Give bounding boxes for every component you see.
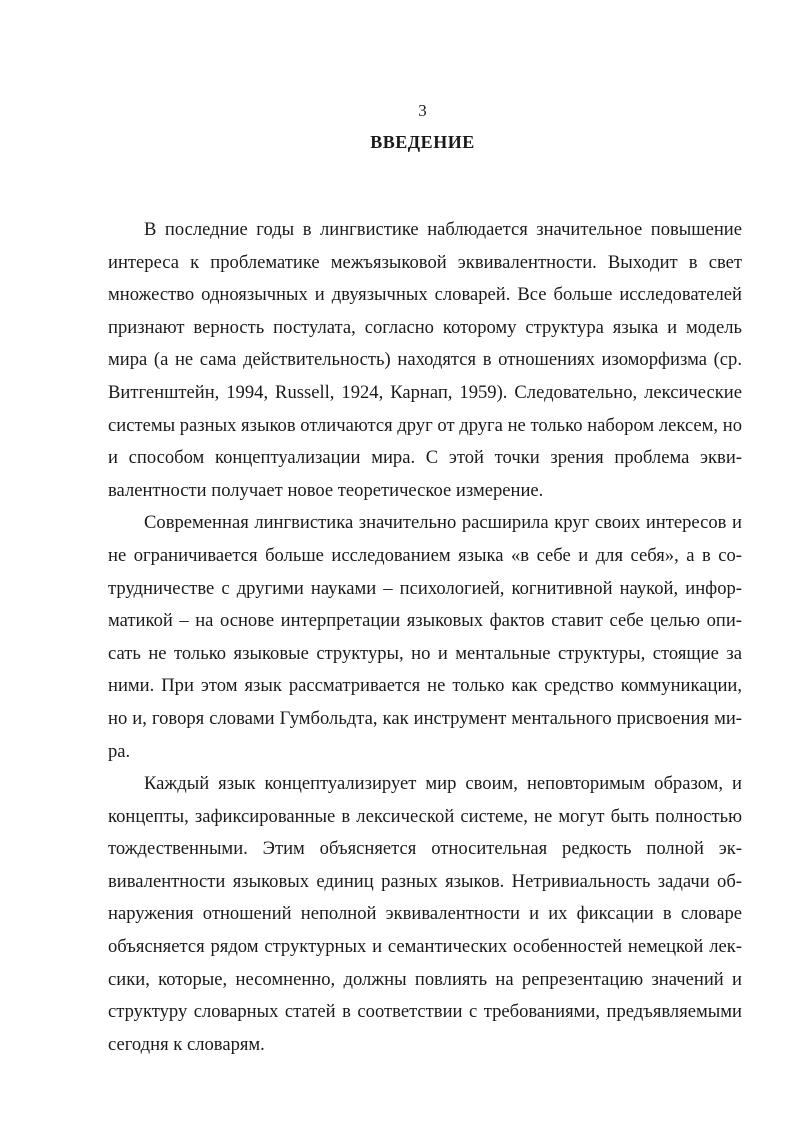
paragraph-1: В последние годы в лингвистике наблюдается значительное повышение интереса к проблематике межъязыковой эквивалентности. Выходит в свет множество одноязычных и двуязычных словарей. Все больше исследователей признают верность постулата, согласно которому структура языка и модель мира (а не сама действительность) находятся в отношениях изоморфизма (ср. Витгенштейн, 1994, Russell, 1924, Карнап, 1959). Следовательно, лексические системы разных языков отличаются друг от друга не только набором лексем, но и способом концептуализации мира. С этой точки зрения проблема эквивалентности получает новое теоретическое измерение. bbox=[108, 219, 742, 501]
paragraph-2: Современная лингвистика значительно расширила круг своих интересов и не ограничивается больше исследованием языка «в себе и для себя», а в сотрудничестве с другими науками – психологией, когнитивной наукой, информатикой – на основе интерпретации языковых фактов ставит себе целью описать не только языковые структуры, но и ментальные структуры, стоящие за ними. При этом язык рассматривается не только как средство коммуникации, но и, говоря словами Гумбольдта, как инструмент ментального присвоения мира. bbox=[108, 512, 742, 762]
paragraph-3: Каждый язык концептуализирует мир своим, неповторимым образом, и концепты, зафиксированные в лексической системе, не могут быть полностью тождественными. Этим объясняется относительная редкость полной эквивалентности языковых единиц разных языков. Нетривиальность задачи обнаружения отношений неполной эквивалентности и их фиксации в словаре объясняется рядом структурных и семантических особенностей немецкой лексики, которые, несомненно, должны повлиять на репрезентацию значений и структуру словарных статей в соответствии с требованиями, предъявляемыми сегодня к словарям. bbox=[108, 773, 742, 1055]
body-text bbox=[108, 214, 742, 1061]
page-title: ВВЕДЕНИЕ bbox=[370, 132, 475, 152]
page-number: 3 bbox=[418, 101, 427, 120]
